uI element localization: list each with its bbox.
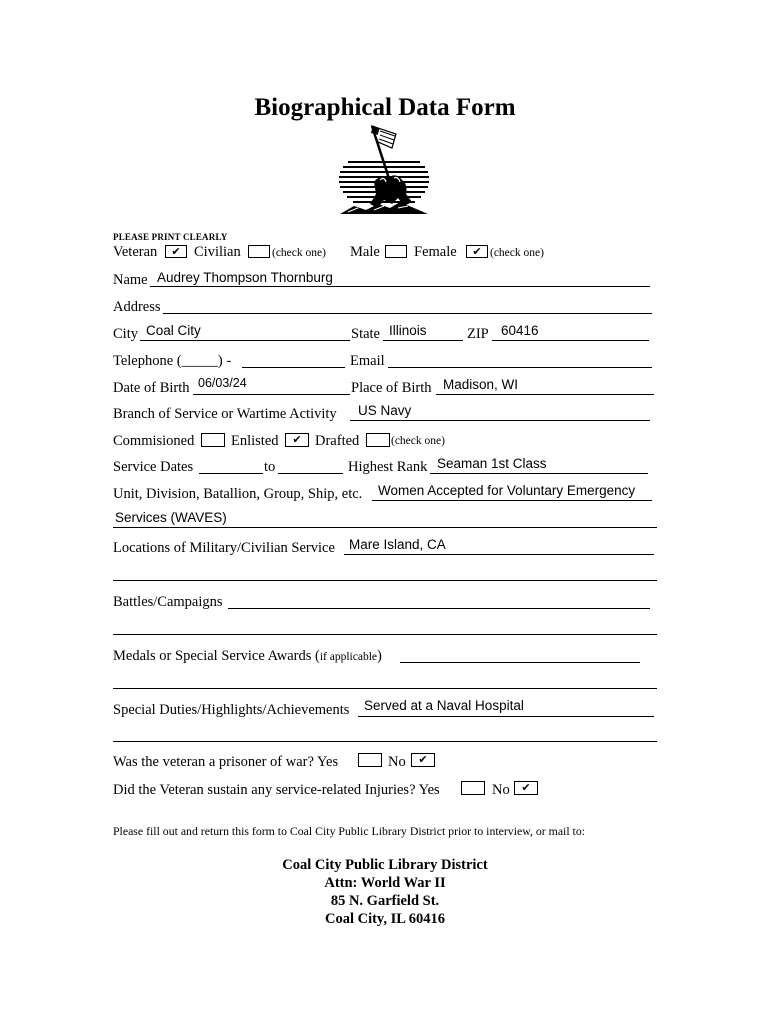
- injury-no-label: No: [492, 782, 510, 798]
- service-start-field[interactable]: [201, 457, 261, 473]
- branch-field[interactable]: US Navy: [358, 403, 412, 418]
- male-checkbox[interactable]: [385, 245, 407, 258]
- pow-yes-checkbox[interactable]: [358, 753, 382, 767]
- female-checkbox[interactable]: ✔: [466, 245, 488, 258]
- address-field[interactable]: [166, 297, 646, 313]
- pow-no-checkbox[interactable]: ✔: [411, 753, 435, 767]
- library-city: Coal City, IL 60416: [324, 911, 446, 927]
- duties-label: Special Duties/Highlights/Achievements: [113, 702, 350, 718]
- name-label: Name: [113, 272, 148, 288]
- injuries-question: Did the Veteran sustain any service-related Injuries? Yes: [113, 782, 440, 798]
- print-clearly-note: PLEASE PRINT CLEARLY: [113, 232, 228, 242]
- flag-raising-logo: [334, 122, 434, 220]
- zip-label: ZIP: [467, 326, 489, 342]
- check-one-note: (check one): [490, 247, 544, 259]
- unit-label: Unit, Division, Batallion, Group, Ship, etc.: [113, 486, 363, 502]
- commissioned-checkbox[interactable]: [201, 433, 225, 447]
- battles-label: Battles/Campaigns: [113, 594, 223, 610]
- drafted-checkbox[interactable]: [366, 433, 390, 447]
- medals-field[interactable]: [404, 645, 636, 661]
- city-label: City: [113, 326, 138, 342]
- duties-field[interactable]: Served at a Naval Hospital: [364, 698, 524, 713]
- civilian-label: Civilian: [194, 244, 241, 260]
- email-field[interactable]: [392, 350, 648, 366]
- battles-field[interactable]: [232, 591, 646, 607]
- service-end-field[interactable]: [280, 457, 340, 473]
- injury-yes-checkbox[interactable]: [461, 781, 485, 795]
- to-label: to: [264, 459, 276, 475]
- zip-field[interactable]: 60416: [501, 323, 539, 338]
- address-label: Address: [113, 299, 161, 315]
- drafted-label: Drafted: [315, 433, 360, 449]
- commissioned-label: Commisioned: [113, 433, 195, 449]
- state-label: State: [351, 326, 380, 342]
- form-title: Biographical Data Form: [254, 94, 516, 121]
- library-attn: Attn: World War II: [324, 875, 446, 891]
- return-instructions: Please fill out and return this form to Coal City Public Library District prior to interview, or mail to:: [113, 824, 586, 838]
- telephone-field[interactable]: [245, 350, 343, 366]
- pow-no-label: No: [388, 754, 406, 770]
- dob-label: Date of Birth: [113, 380, 190, 396]
- enlisted-checkbox[interactable]: ✔: [285, 433, 309, 447]
- locations-field[interactable]: Mare Island, CA: [349, 537, 446, 552]
- veteran-checkbox[interactable]: ✔: [165, 245, 187, 258]
- email-label: Email: [350, 353, 385, 369]
- civilian-checkbox[interactable]: [248, 245, 270, 258]
- pob-label: Place of Birth: [351, 380, 432, 396]
- pob-field[interactable]: Madison, WI: [443, 377, 519, 392]
- library-street: 85 N. Garfield St.: [330, 893, 440, 909]
- check-one-note: (check one): [272, 247, 326, 259]
- enlisted-label: Enlisted: [231, 433, 279, 449]
- service-dates-label: Service Dates: [113, 459, 194, 475]
- locations-label: Locations of Military/Civilian Service: [113, 540, 335, 556]
- medals-label: Medals or Special Service Awards (if applicable): [113, 648, 382, 664]
- rank-label: Highest Rank: [348, 459, 428, 475]
- state-field[interactable]: Illinois: [389, 323, 427, 338]
- library-name: Coal City Public Library District: [282, 857, 488, 873]
- female-label: Female: [414, 244, 457, 260]
- pow-question: Was the veteran a prisoner of war? Yes: [113, 754, 339, 770]
- unit-field[interactable]: Women Accepted for Voluntary Emergency: [378, 483, 636, 498]
- name-field[interactable]: Audrey Thompson Thornburg: [157, 270, 333, 285]
- branch-label: Branch of Service or Wartime Activity: [113, 406, 337, 422]
- check-one-note: (check one): [391, 435, 445, 447]
- telephone-label: Telephone (_____) -: [113, 353, 232, 369]
- veteran-label: Veteran: [113, 244, 158, 260]
- rank-field[interactable]: Seaman 1st Class: [437, 456, 547, 471]
- injury-no-checkbox[interactable]: ✔: [514, 781, 538, 795]
- unit-field-continued[interactable]: Services (WAVES): [115, 510, 227, 525]
- dob-field[interactable]: 06/03/24: [198, 376, 247, 390]
- male-label: Male: [350, 244, 380, 260]
- city-field[interactable]: Coal City: [146, 323, 201, 338]
